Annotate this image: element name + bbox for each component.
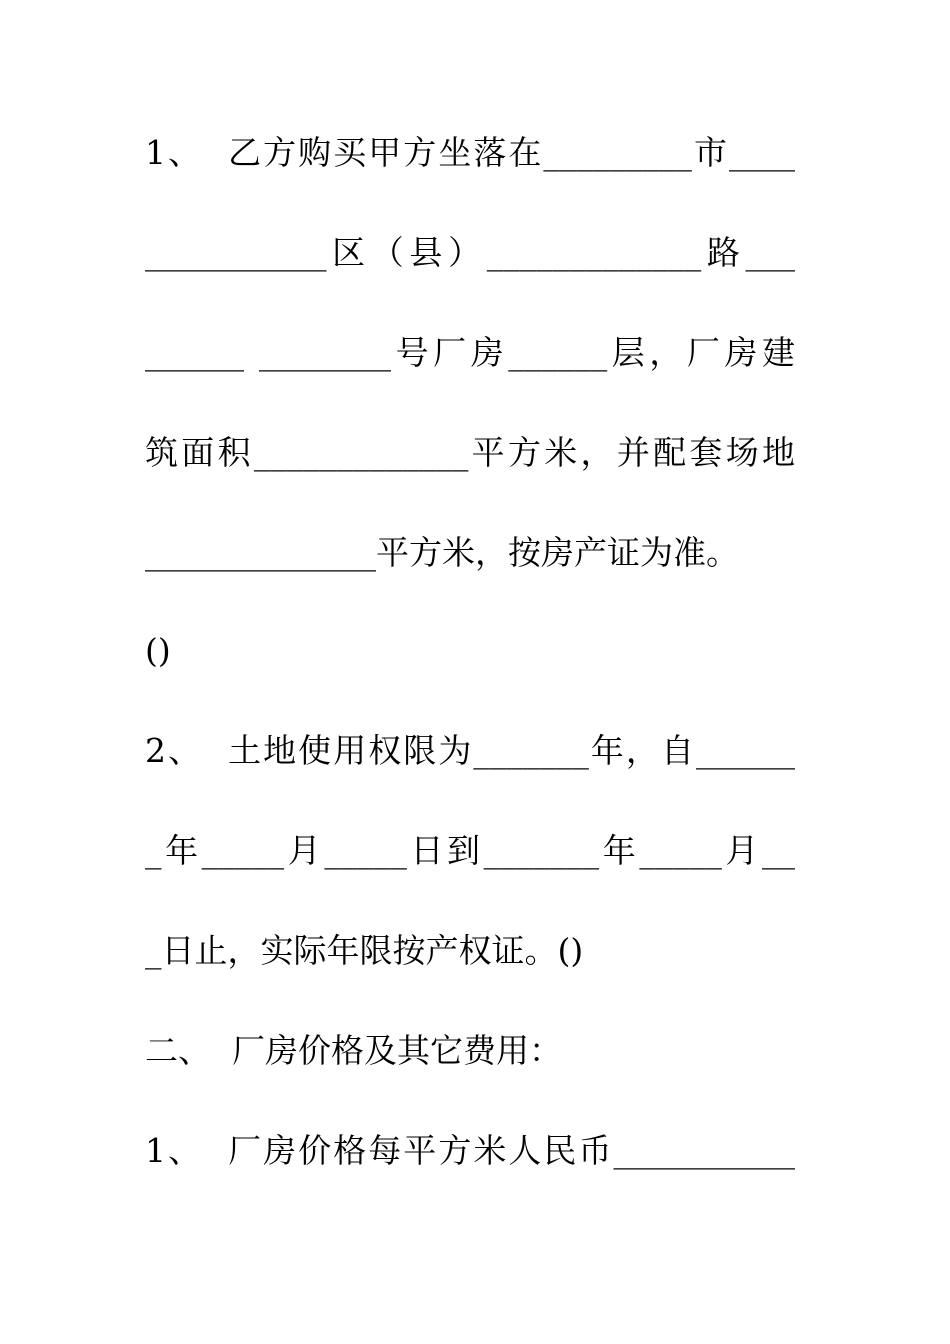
clause-1-line-4: 筑面积_____________平方米，并配套场地 — [145, 433, 795, 472]
clause-1-line-3: ______ ________号厂房______层，厂房建 — [145, 333, 795, 372]
clause-1-bracket: () — [145, 631, 171, 670]
clause-1-line-1: 1、 乙方购买甲方坐落在_________市____ — [145, 133, 795, 172]
clause-1-line-2: ___________区（县）_____________路___ — [145, 233, 795, 272]
clause-2-line-2: _年_____月_____日到_______年_____月__ — [145, 831, 795, 870]
price-clause-1: 1、 厂房价格每平方米人民币___________ — [145, 1131, 795, 1170]
clause-1-line-5: ______________平方米，按房产证为准。 — [145, 533, 739, 572]
section-2-heading: 二、 厂房价格及其它费用： — [145, 1031, 562, 1070]
clause-2-line-1: 2、 土地使用权限为_______年，自______ — [145, 731, 795, 770]
clause-2-line-3: _日止，实际年限按产权证。() — [145, 931, 584, 970]
